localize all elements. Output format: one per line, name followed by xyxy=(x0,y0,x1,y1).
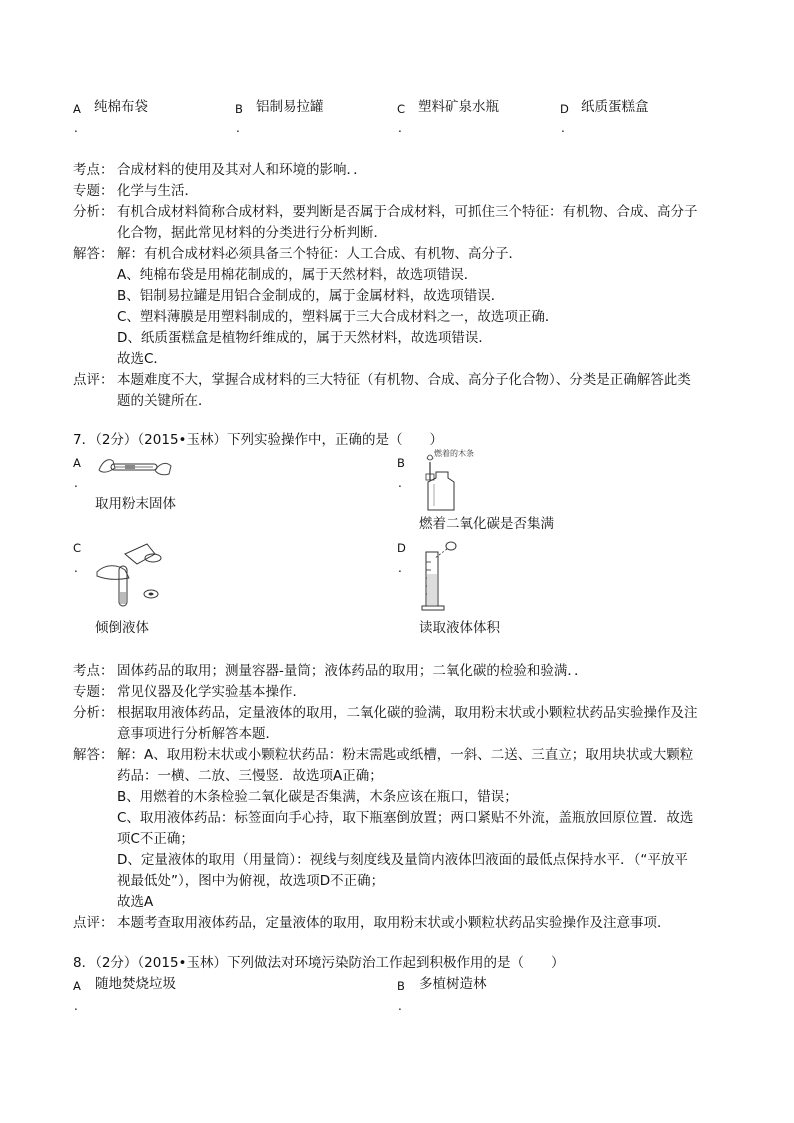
jieda-line: 解：有机合成材料必须具备三个特征：人工合成、有机物、高分子． xyxy=(117,246,522,262)
jieda-line: 视最低处”），图中为俯视，故选项D不正确； xyxy=(117,873,385,889)
option-dot: . xyxy=(74,476,78,490)
fenxi-line: 根据取用液体药品，定量液体的取用，二氧化碳的验满，取用粉末状或小颗粒状药品实验操作及注 xyxy=(117,705,698,721)
option-caption: 取用粉末固体 xyxy=(95,496,176,512)
jieda-line: C、塑料薄膜是用塑料制成的，塑料属于三大合成材料之一，故选项正确． xyxy=(117,309,559,325)
kaodian-label: 考点： xyxy=(73,663,114,679)
option-text: 塑料矿泉水瓶 xyxy=(418,99,499,115)
option-letter: A xyxy=(73,102,81,116)
q7-question: 7．（2分）（2015•玉林）下列实验操作中，正确的是（ ） xyxy=(73,432,443,448)
option-dot: . xyxy=(398,561,402,575)
dianping-line: 本题考查取用液体药品，定量液体的取用，取用粉末状或小颗粒状药品实验操作及注意事项． xyxy=(117,915,671,931)
zhuanti-label: 专题： xyxy=(73,684,114,700)
jieda-line: B、铝制易拉罐是用铝合金制成的，属于金属材料，故选项错误． xyxy=(117,288,505,304)
pouring-liquid-icon xyxy=(95,540,171,610)
jieda-line: B、用燃着的木条检验二氧化碳是否集满，木条应该在瓶口，错误； xyxy=(117,789,518,805)
option-letter: B xyxy=(397,456,405,470)
dianping-label: 点评： xyxy=(73,915,114,931)
jieda-label: 解答： xyxy=(73,747,114,763)
option-letter: A xyxy=(73,979,81,993)
option-dot: . xyxy=(398,999,402,1013)
option-letter: A xyxy=(73,456,81,470)
option-caption: 读取液体体积 xyxy=(419,620,500,636)
fenxi-label: 分析： xyxy=(73,705,114,721)
test-tube-powder-icon xyxy=(95,452,175,484)
option-letter: B xyxy=(235,102,243,116)
option-dot: . xyxy=(74,561,78,575)
option-dot: . xyxy=(74,121,78,135)
option-text: 多植树造林 xyxy=(419,976,487,992)
image-annotation: 燃着的木条 xyxy=(434,449,474,458)
option-text: 纯棉布袋 xyxy=(94,99,148,115)
jieda-line: 解：A、取用粉末状或小颗粒状药品：粉末需匙或纸槽，一斜、二送、三直立；取用块状或大颗粒 xyxy=(117,747,694,763)
dianping-line: 题的关键所在． xyxy=(117,393,212,409)
fenxi-line: 有机合成材料简称合成材料，要判断是否属于合成材料，可抓住三个特征：有机物、合成、高分子 xyxy=(117,204,698,220)
option-dot: . xyxy=(398,476,402,490)
option-text: 随地焚烧垃圾 xyxy=(95,976,176,992)
jieda-label: 解答： xyxy=(73,246,114,262)
option-caption: 燃着二氧化碳是否集满 xyxy=(419,516,554,532)
option-text: 纸质蛋糕盒 xyxy=(581,99,649,115)
jieda-line: 药品：一横、二放、三慢竖．故选项A正确； xyxy=(117,768,383,784)
fenxi-label: 分析： xyxy=(73,204,114,220)
graduated-cylinder-icon xyxy=(420,538,460,612)
fenxi-line: 化合物，据此常见材料的分类进行分析判断． xyxy=(117,225,387,241)
option-letter: B xyxy=(397,979,405,993)
kaodian-text: 合成材料的使用及其对人和环境的影响．． xyxy=(117,162,367,178)
dianping-line: 本题难度不大，掌握合成材料的三大特征（有机物、合成、高分子化合物）、分类是正确解答此类 xyxy=(117,372,691,388)
gas-bottle-splint-icon xyxy=(416,450,476,512)
option-text: 铝制易拉罐 xyxy=(256,99,324,115)
option-dot: . xyxy=(74,999,78,1013)
dianping-label: 点评： xyxy=(73,372,114,388)
jieda-line: 故选A xyxy=(117,894,154,910)
option-letter: C xyxy=(397,102,406,116)
option-letter: D xyxy=(560,102,569,116)
jieda-line: C、取用液体药品：标签面向手心持，取下瓶塞倒放置；两口紧贴不外流，盖瓶放回原位置．故选 xyxy=(117,810,694,826)
kaodian-text: 固体药品的取用；测量容器-量筒；液体药品的取用；二氧化碳的检验和验满．． xyxy=(117,663,588,679)
fenxi-line: 意事项进行分析解答本题． xyxy=(117,726,279,742)
option-letter: C xyxy=(73,541,82,555)
jieda-line: 项C不正确； xyxy=(117,831,194,847)
jieda-line: D、纸质蛋糕盒是植物纤维成的，属于天然材料，故选项错误． xyxy=(117,330,492,346)
zhuanti-text: 化学与生活． xyxy=(117,183,198,199)
option-caption: 倾倒液体 xyxy=(95,620,149,636)
zhuanti-label: 专题： xyxy=(73,183,114,199)
jieda-line: D、定量液体的取用（用量筒）：视线与刻度线及量筒内液体凹液面的最低点保持水平．（“平放平 xyxy=(117,852,688,868)
option-dot: . xyxy=(398,121,402,135)
q8-question: 8．（2分）（2015•玉林）下列做法对环境污染防治工作起到积极作用的是（ ） xyxy=(73,955,565,971)
option-dot: . xyxy=(236,121,240,135)
kaodian-label: 考点： xyxy=(73,162,114,178)
option-dot: . xyxy=(561,121,565,135)
option-letter: D xyxy=(397,541,406,555)
jieda-line: A、纯棉布袋是用棉花制成的，属于天然材料，故选项错误． xyxy=(117,267,478,283)
zhuanti-text: 常见仪器及化学实验基本操作． xyxy=(117,684,306,700)
jieda-line: 故选C． xyxy=(117,351,167,367)
